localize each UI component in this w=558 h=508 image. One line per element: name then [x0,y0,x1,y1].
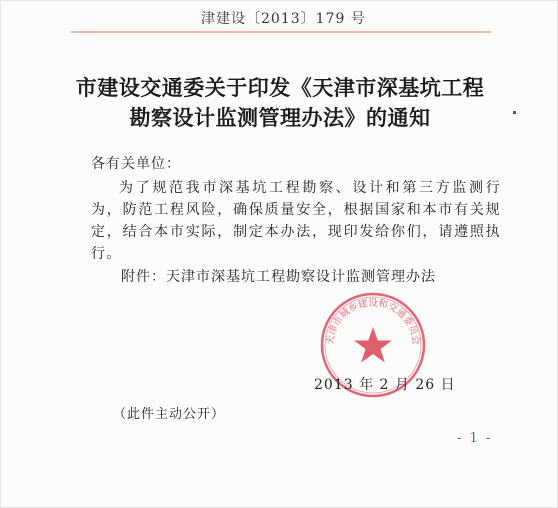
attachment-line: 附件：天津市深基坑工程勘察设计监测管理办法 [121,269,436,285]
document-title [1,73,558,133]
header-red-rule [71,31,491,33]
scan-speck [513,111,516,114]
seal-star-icon [354,327,392,363]
title-line-2: 勘察设计监测管理办法》的通知 [129,105,431,130]
body-paragraph: 为了规范我市深基坑工程勘察、设计和第三方监测行为，防范工程风险，确保质量安全，根据国家和本市有关规定，结合本市实际，制定本办法，现印发给你们，请遵照执行。 [91,180,501,262]
disclosure-note: （此件主动公开） [113,407,226,422]
document-number: 津建设〔2013〕179 号 [201,11,366,27]
signing-date: 2013 年 2 月 26 日 [314,377,456,393]
title-line-1: 市建设交通委关于印发《天津市深基坑工程 [75,75,485,100]
salutation: 各有关单位： [91,156,181,172]
seal-ring-text: 天津市城乡建设和交通委员会 [324,297,422,346]
page-number: - 1 - [457,431,493,446]
